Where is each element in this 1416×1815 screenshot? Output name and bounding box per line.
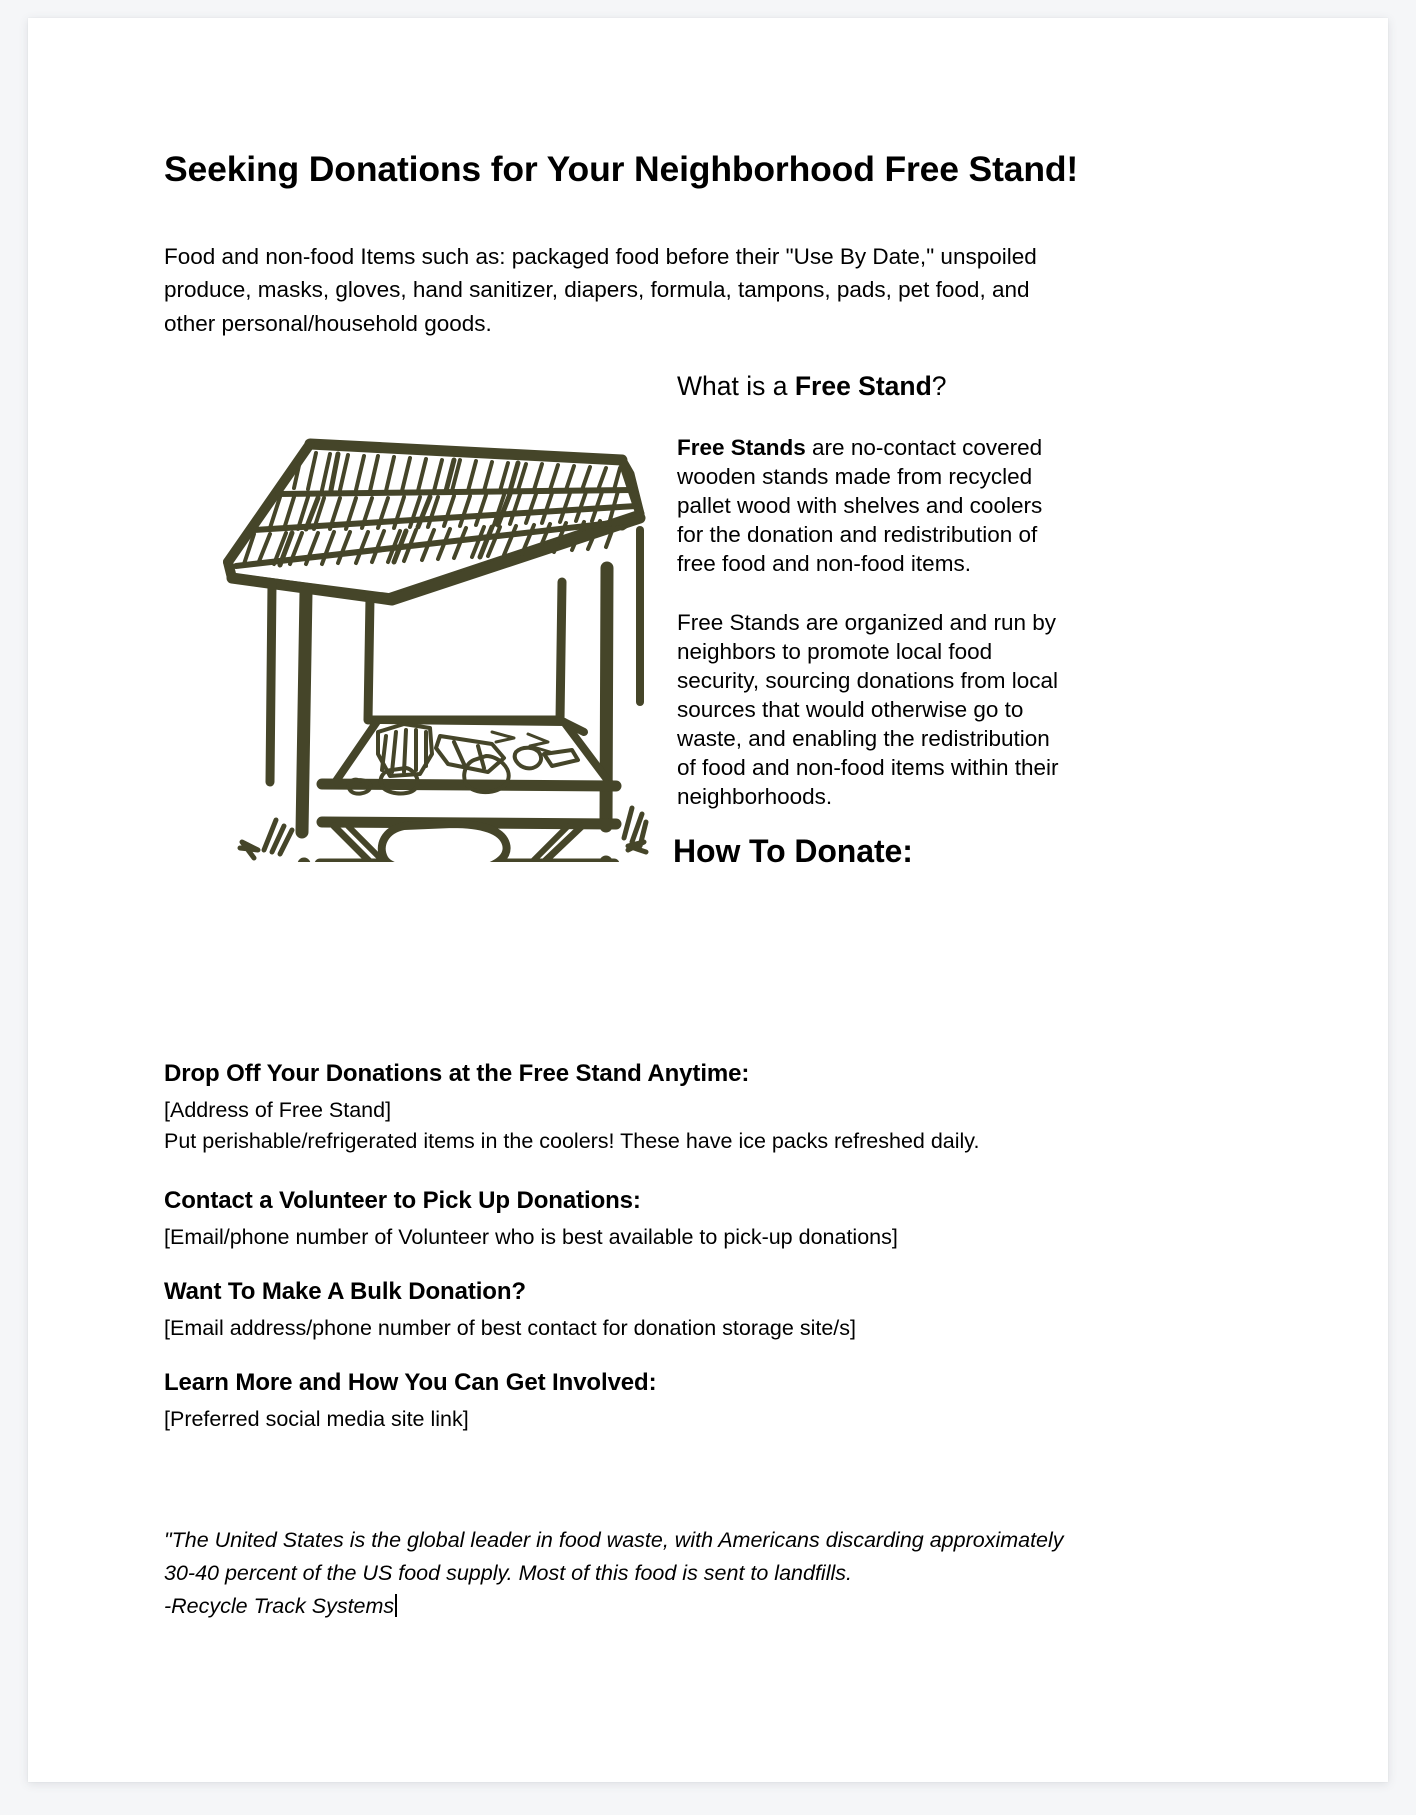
free-stands-bold-lead: Free Stands [677,435,806,461]
how-to-donate-heading: How To Donate: [673,833,913,869]
quote-line-1: "The United States is the global leader in food waste, with Americans discarding approximately [164,1528,1064,1552]
free-stand-organization-paragraph: Free Stands are organized and run by neighbors to promote local food security, sourcing donations from local sources that would otherwise go to waste, and enabling the redistribution of food and non-food items within their neighborhoods. [677,610,1059,810]
what-is-heading-bold: Free Stand [794,371,932,402]
drop-off-cooler-note: Put perishable/refrigerated items in the coolers! These have ice packs refreshed daily. [164,1129,980,1153]
volunteer-contact-line: [Email/phone number of Volunteer who is best available to pick-up donations] [164,1225,898,1249]
free-stand-illustration [192,402,652,862]
quote-attribution-row [164,1590,1194,1623]
bulk-donation-heading: Want To Make A Bulk Donation? [164,1278,526,1305]
volunteer-pickup-heading: Contact a Volunteer to Pick Up Donations: [164,1187,641,1214]
text-cursor [395,1594,397,1617]
donation-section-volunteer-pickup [164,1186,1224,1253]
learn-more-heading: Learn More and How You Can Get Involved: [164,1369,657,1396]
free-stands-definition-rest: are no-contact covered wooden stands made from recycled pallet wood with shelves and coolers for the donation and redistribution of free food and non-food items. [677,435,1043,577]
what-is-a-free-stand-column [677,370,1072,811]
donation-section-learn-more [164,1368,1224,1435]
donation-section-bulk-donation [164,1277,1224,1344]
free-stand-definition-paragraph [677,433,1072,578]
donation-sections [164,1059,1224,1435]
food-waste-quote [164,1524,1194,1623]
learn-more-link-line: [Preferred social media site link] [164,1407,469,1431]
document-sheet [28,18,1388,1782]
drop-off-heading: Drop Off Your Donations at the Free Stand Anytime: [164,1060,750,1087]
illustration-and-description-row [164,370,1224,890]
intro-paragraph: Food and non-food Items such as: packaged food before their "Use By Date," unspoiled produce, masks, gloves, hand sanitizer, diapers, formula, tampons, pads, pet food, and other personal/household goods. [164,243,1037,336]
drop-off-address-line: [Address of Free Stand] [164,1098,392,1122]
what-is-heading-prefix: What is a [677,371,795,402]
page-title: Seeking Donations for Your Neighborhood Free Stand! [164,149,1079,189]
what-is-heading-suffix: ? [931,371,947,402]
donation-section-drop-off [164,1059,1224,1157]
quote-line-2: 30-40 percent of the US food supply. Most of this food is sent to landfills. [164,1561,852,1585]
what-is-heading [677,370,1072,403]
document-body [164,148,1224,890]
bulk-donation-contact-line: [Email address/phone number of best contact for donation storage site/s] [164,1316,856,1340]
quote-attribution: -Recycle Track Systems [164,1594,395,1618]
